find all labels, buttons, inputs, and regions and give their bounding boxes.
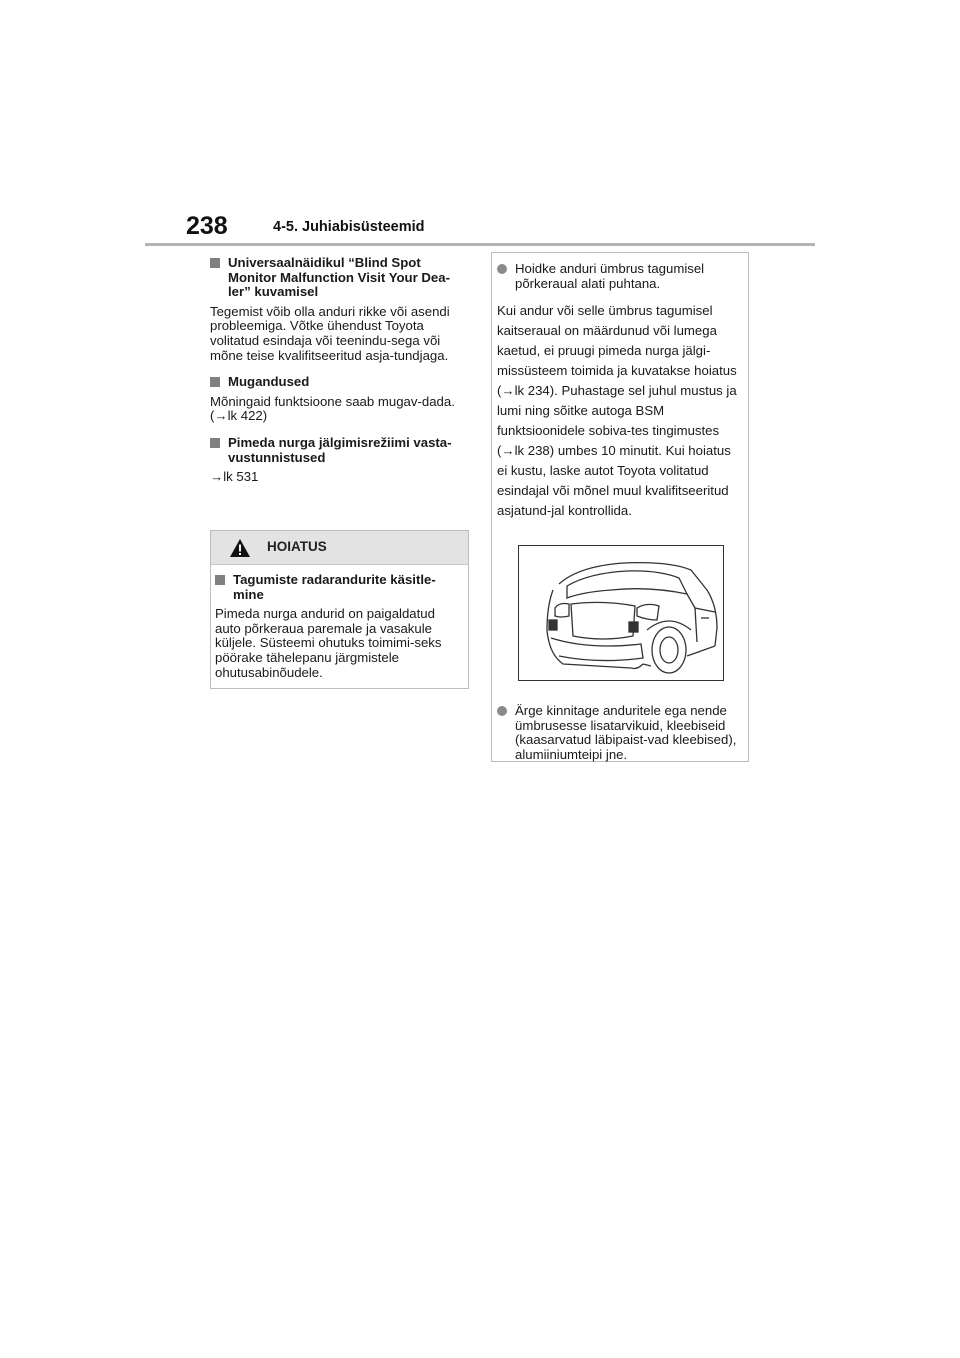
warning-body <box>211 565 468 680</box>
page-number: 238 <box>186 212 228 240</box>
square-bullet-icon <box>210 258 220 268</box>
right-column-box <box>491 252 749 762</box>
section-heading-text: Universaalnäidikul “Blind Spot Monitor Malfunction Visit Your Dea-ler” kuvamisel <box>228 255 450 300</box>
section-title: 4-5. Juhiabisüsteemid <box>273 219 425 235</box>
warning-triangle-icon <box>229 538 251 558</box>
warning-heading <box>215 573 464 602</box>
warning-box <box>210 530 469 689</box>
square-bullet-icon <box>210 377 220 387</box>
section-body: Mõningaid funktsioone saab mugav-dada. (→lk 422) <box>210 393 455 424</box>
square-bullet-icon <box>210 438 220 448</box>
sensor-paragraph: Kui andur või selle ümbrus tagumisel kaitseraual on määrdunud või lumega kaetud, ei pruugi pimeda nurga jälgi-missüsteem toimida ja kuvatakse hoiatus (→lk 234). Puhastage sel juhul mustus ja lumi ning sõitke autoga BSM funktsioonidele sobiva-tes tingimustes (→lk 238) umbes 10 minutit. Kui hoiatus ei kustu, laske autot Toyota volitatud esindajal või mõnel muul kvalifitseeritud asjatund-jal kontrollida. <box>497 303 737 519</box>
warning-heading-text: Tagumiste radarandurite käsitle-mine <box>233 572 436 602</box>
car-illustration-drawing <box>519 546 723 680</box>
warning-label: HOIATUS <box>267 539 327 555</box>
car-rear-sensor-illustration <box>518 545 724 681</box>
left-column <box>210 256 468 497</box>
circle-bullet-icon <box>497 264 507 274</box>
warning-text: Pimeda nurga andurid on paigaldatud auto põrkeraua paremale ja vasakule küljele. Süsteemi ohutuks toimimi-seks pöörake tähelepanu järgmistele ohutusabinõudele. <box>215 606 442 680</box>
bullet-item <box>497 262 744 291</box>
section-heading <box>210 375 468 390</box>
section-body: Tegemist võib olla anduri rikke või asendi probleemiga. Võtke ühendust Toyota volitatud esindaja või teenindu-sega või mõne teise kvalifitseeritud asja-tundjaga. <box>210 303 450 363</box>
section-body: →lk 531 <box>210 469 259 485</box>
section-heading <box>210 436 468 465</box>
bullet-item-text: Ärge kinnitage anduritele ega nende ümbrusesse lisatarvikuid, kleebiseid (kaasarvatud läbipaist-vad kleebised), alumiiniumteipi jne. <box>515 703 737 762</box>
circle-bullet-icon <box>497 706 507 716</box>
bullet-item <box>497 704 744 762</box>
section-heading-text: Pimeda nurga jälgimisrežiimi vasta-vustunnistused <box>228 434 452 465</box>
section-heading <box>210 256 468 300</box>
square-bullet-icon <box>215 575 225 585</box>
bullet-item-text: Hoidke anduri ümbrus tagumisel põrkeraual alati puhtana. <box>515 261 705 291</box>
header-divider <box>145 243 815 246</box>
warning-header <box>211 531 468 565</box>
section-heading-text: Mugandused <box>228 374 310 390</box>
